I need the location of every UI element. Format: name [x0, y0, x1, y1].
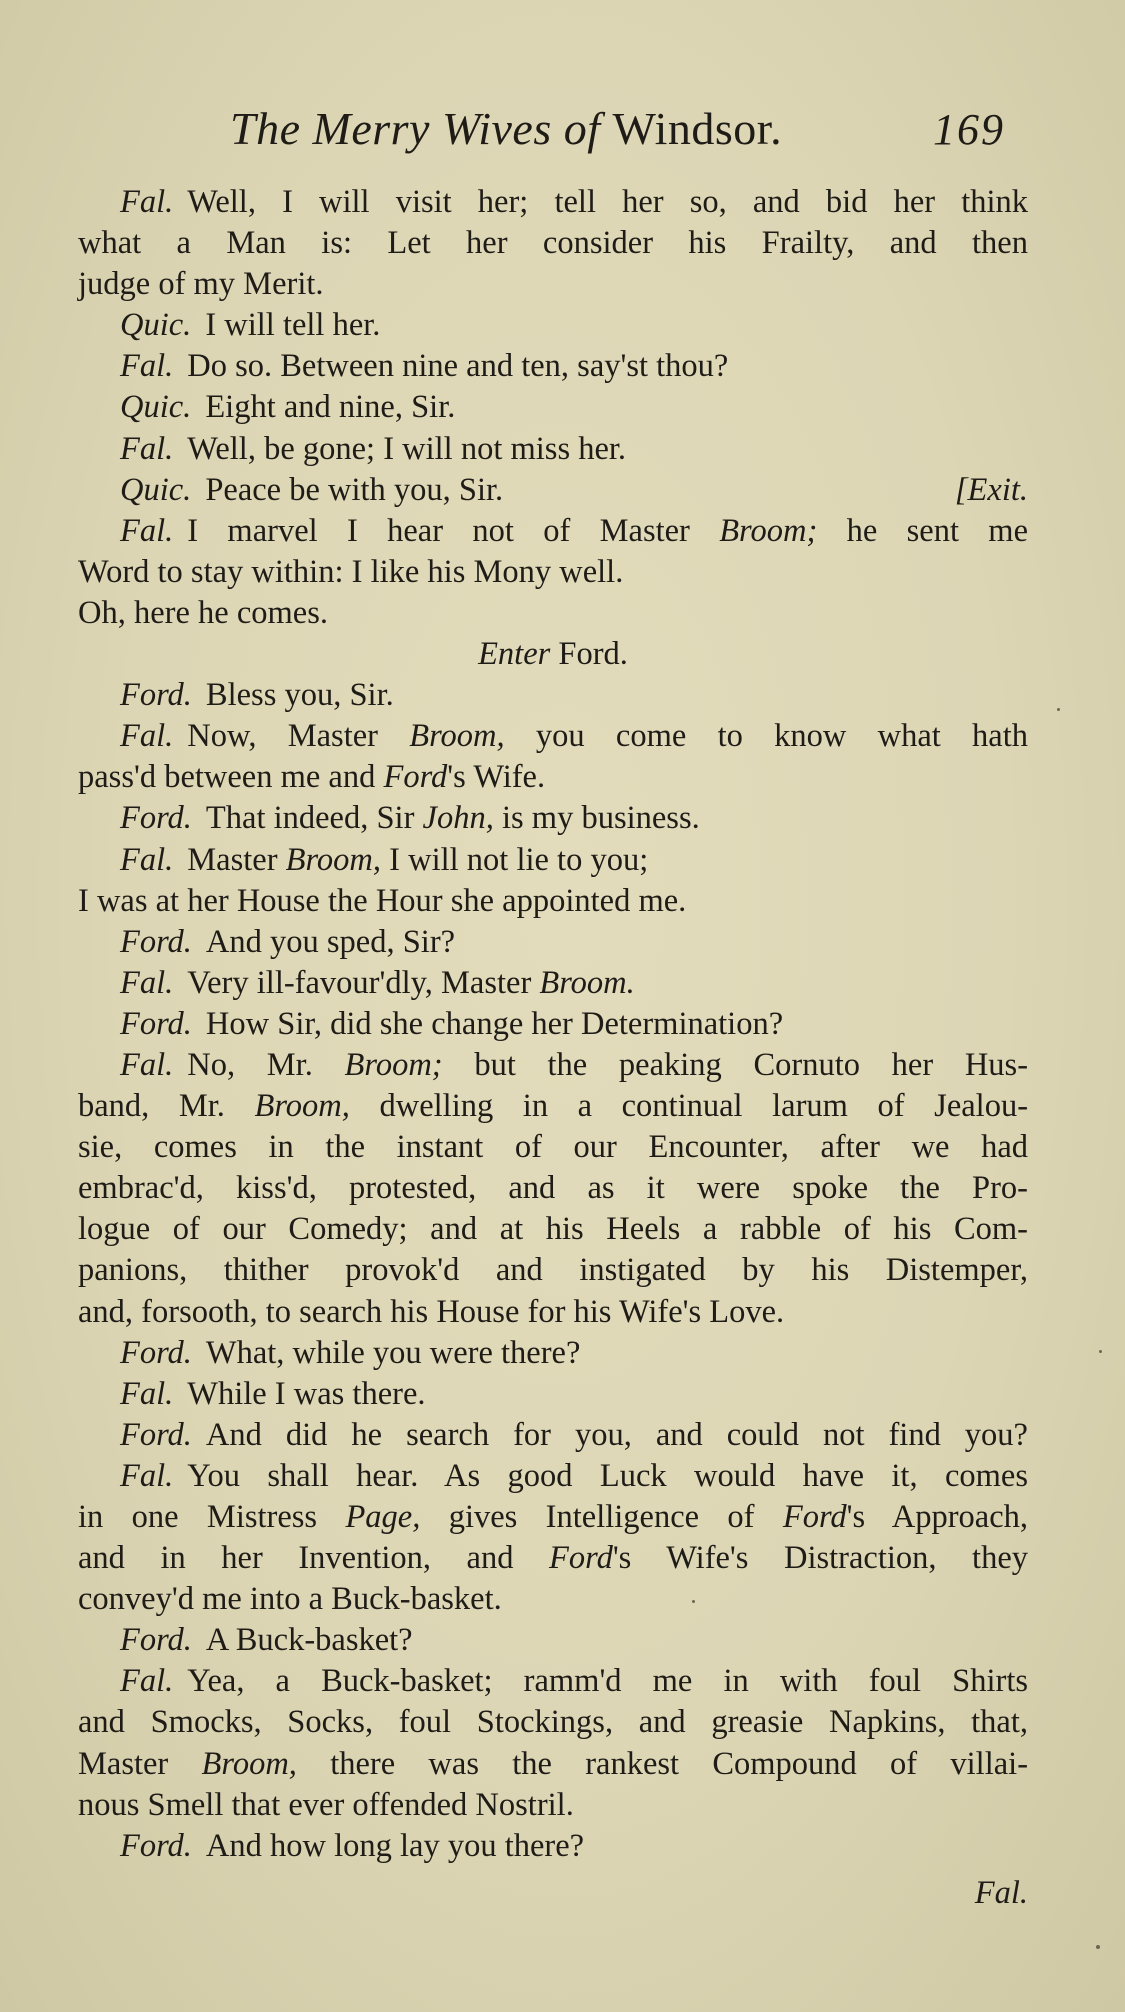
text-line: Ford. A Buck-basket? — [120, 1622, 413, 1659]
stage-direction: Enter Ford. — [478, 636, 628, 673]
text-line: pass'd between me and Ford's Wife. — [78, 759, 546, 796]
page-number: 169 — [933, 105, 1005, 154]
text-line: Ford. And did he search for you, and could not find you? — [120, 1416, 1028, 1453]
text-line: and, forsooth, to search his House for his Wife's Love. — [78, 1293, 785, 1330]
text-line: Word to stay within: I like his Mony well. — [78, 553, 624, 590]
text-line: Ford. And how long lay you there? — [120, 1827, 585, 1864]
text-line: Ford. How Sir, did she change her Determination? — [120, 1005, 784, 1042]
text-line: Quic. Eight and nine, Sir. — [120, 389, 456, 426]
stage-direction-exit: [Exit. — [954, 471, 1028, 508]
text-line: Fal. Yea, a Buck-basket; ramm'd me in with foul Shirts — [120, 1663, 1028, 1700]
text-line: in one Mistress Page, gives Intelligence of Ford's Approach, — [78, 1499, 1028, 1535]
running-header — [0, 100, 1125, 170]
text-line: sie, comes in the instant of our Encounter, after we had — [78, 1129, 1028, 1166]
text-line: what a Man is: Let her consider his Frailty, and then — [78, 225, 1028, 262]
text-line: Fal. No, Mr. Broom; but the peaking Cornuto her Hus- — [120, 1046, 1029, 1083]
ink-speck — [692, 1600, 695, 1603]
text-line: convey'd me into a Buck-basket. — [78, 1581, 502, 1618]
text-line: panions, thither provok'd and instigated by his Distemper, — [78, 1252, 1028, 1289]
ink-speck — [1057, 708, 1060, 711]
title-italic: The Merry Wives of — [230, 103, 601, 154]
text-line: Fal. Very ill-favour'dly, Master Broom. — [120, 964, 635, 1001]
text-line: Quic. I will tell her. — [120, 307, 381, 344]
running-title — [230, 102, 782, 155]
text-line: embrac'd, kiss'd, protested, and as it were spoke the Pro- — [78, 1170, 1028, 1207]
text-line: Fal. Master Broom, I will not lie to you; — [120, 841, 649, 878]
text-line: I was at her House the Hour she appointed me. — [78, 882, 687, 919]
text-line: Ford. What, while you were there? — [120, 1334, 581, 1371]
text-block — [78, 182, 1028, 1914]
text-line: Ford. Bless you, Sir. — [120, 677, 394, 714]
text-line: Fal. I marvel I hear not of Master Broom; he sent me — [120, 512, 1029, 549]
text-line: logue of our Comedy; and at his Heels a rabble of his Com- — [78, 1211, 1028, 1248]
text-line: Fal. Now, Master Broom, you come to know what hath — [120, 718, 1028, 755]
text-line: Ford. That indeed, Sir John, is my business. — [120, 800, 700, 837]
text-line: judge of my Merit. — [78, 266, 324, 303]
text-line: Quic. Peace be with you, Sir. [Exit. — [78, 470, 1028, 511]
title-plain: Windsor. — [612, 103, 783, 154]
text-line: Ford. And you sped, Sir? — [120, 923, 456, 960]
ink-speck — [1099, 1350, 1102, 1353]
text-line: nous Smell that ever offended Nostril. — [78, 1786, 574, 1823]
text-line: Fal. Well, be gone; I will not miss her. — [120, 430, 627, 467]
text-line: and in her Invention, and Ford's Wife's Distraction, they — [78, 1540, 1029, 1577]
text-line: band, Mr. Broom, dwelling in a continual larum of Jealou- — [78, 1088, 1029, 1125]
text-line: Fal. Do so. Between nine and ten, say'st thou? — [120, 348, 729, 385]
text-line: Fal. You shall hear. As good Luck would have it, comes — [120, 1457, 1028, 1494]
text-line: Oh, here he comes. — [78, 594, 328, 631]
text-line: Fal. While I was there. — [120, 1375, 426, 1412]
text-line: and Smocks, Socks, foul Stockings, and greasie Napkins, that, — [78, 1704, 1028, 1741]
ink-speck — [1096, 1945, 1100, 1949]
text-line: Fal. Well, I will visit her; tell her so, and bid her think — [120, 184, 1028, 220]
catchword: Fal. — [974, 1874, 1028, 1911]
text-line: Master Broom, there was the rankest Compound of villai- — [78, 1745, 1029, 1782]
